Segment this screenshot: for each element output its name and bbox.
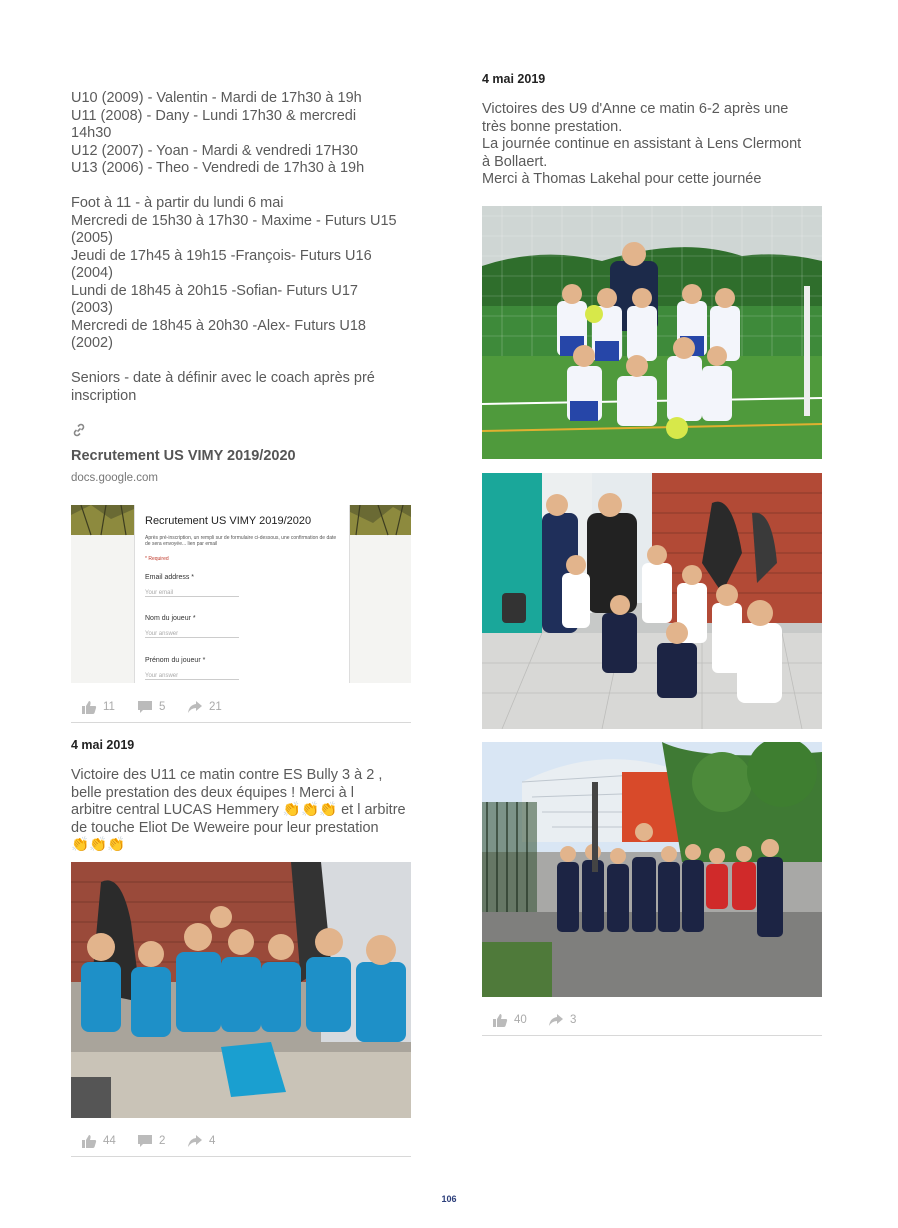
form-card <box>134 505 350 683</box>
form-field-label: Email address * <box>145 574 195 581</box>
u9-team-photo[interactable] <box>482 206 822 459</box>
share-button[interactable] <box>187 1134 215 1148</box>
post-reactions <box>482 1009 822 1036</box>
comment-button[interactable] <box>137 1134 165 1148</box>
form-header-photo-left <box>71 505 134 683</box>
like-count: 40 <box>514 1014 527 1026</box>
share-icon <box>187 700 203 714</box>
like-count: 44 <box>103 1135 116 1147</box>
page-number: 106 <box>441 1194 457 1204</box>
form-required-note: * Required <box>145 556 169 562</box>
form-field-label: Prénom du joueur * <box>145 657 206 664</box>
like-button[interactable] <box>81 700 115 714</box>
share-icon <box>187 1134 203 1148</box>
thumbs-up-icon <box>81 1134 97 1148</box>
share-count: 3 <box>570 1014 577 1026</box>
like-count: 11 <box>103 701 115 713</box>
u11-team-photo[interactable] <box>71 862 411 1118</box>
post-text: Victoires des U9 d'Anne ce matin 6-2 après une très bonne prestation. La journée continue en assistant à Lens Clermont à Bollaert. Merci à Thomas Lakehal pour cette journée <box>482 101 802 187</box>
comment-button[interactable] <box>137 700 165 714</box>
share-count: 21 <box>209 701 222 713</box>
form-field-input[interactable]: Your email <box>145 590 239 597</box>
comment-count: 5 <box>159 701 166 713</box>
post-date: 4 mai 2019 <box>482 72 546 86</box>
post-text: Victoire des U11 ce matin contre ES Bully 3 à 2 , belle prestation des deux équipes ! Merci à l arbitre central LUCAS Hemmery 👏👏👏 et l arbitre de touche Eliot De Weweire pour leur prestation 👏👏👏 <box>71 767 406 853</box>
link-icon[interactable] <box>71 422 87 438</box>
link-domain[interactable]: docs.google.com <box>71 472 158 484</box>
form-preview-image[interactable] <box>71 505 411 683</box>
thumbs-up-icon <box>492 1013 508 1027</box>
seniors-text: Seniors - date à définir avec le coach après pré inscription <box>71 370 375 404</box>
share-button[interactable] <box>187 700 222 714</box>
form-intro: Après pré-inscription, un rempli sur de formulaire ci-dessous, une confirmation de date de sera envoyée... lien par email <box>145 535 337 547</box>
thumbs-up-icon <box>81 700 97 714</box>
post-date: 4 mai 2019 <box>71 738 135 752</box>
post-reactions <box>71 696 411 723</box>
stadium-exterior-photo[interactable] <box>482 742 822 997</box>
share-button[interactable] <box>548 1013 576 1027</box>
post-reactions <box>71 1130 411 1157</box>
share-count: 4 <box>209 1135 216 1147</box>
form-header-photo-right <box>348 505 411 683</box>
schedule-text: U10 (2009) - Valentin - Mardi de 17h30 à 19h U11 (2008) - Dany - Lundi 17h30 & mercredi 14h30 U12 (2007) - Yoan - Mardi & vendredi 17H30 U13 (2006) - Theo - Vendredi de 17h30 à 19h <box>71 90 365 176</box>
form-field-input[interactable]: Your answer <box>145 631 239 638</box>
link-title[interactable]: Recrutement US VIMY 2019/2020 <box>71 448 296 464</box>
form-field-input[interactable]: Your answer <box>145 673 239 680</box>
form-field-label: Nom du joueur * <box>145 615 196 622</box>
comment-icon <box>137 1134 153 1148</box>
foot11-text: Foot à 11 - à partir du lundi 6 mai Mercredi de 15h30 à 17h30 - Maxime - Futurs U15 (2005) Jeudi de 17h45 à 19h15 -François- Futurs U16 (2004) Lundi de 18h45 à 20h15 -Sofian- Futurs U17 (2003) Mercredi de 18h45 à 20h30 -Alex- Futurs U18 (2002) <box>71 195 397 351</box>
share-icon <box>548 1013 564 1027</box>
bollaert-corridor-photo[interactable] <box>482 473 822 729</box>
comment-icon <box>137 700 153 714</box>
like-button[interactable] <box>492 1013 527 1027</box>
form-title: Recrutement US VIMY 2019/2020 <box>145 515 312 527</box>
like-button[interactable] <box>81 1134 116 1148</box>
comment-count: 2 <box>159 1135 166 1147</box>
